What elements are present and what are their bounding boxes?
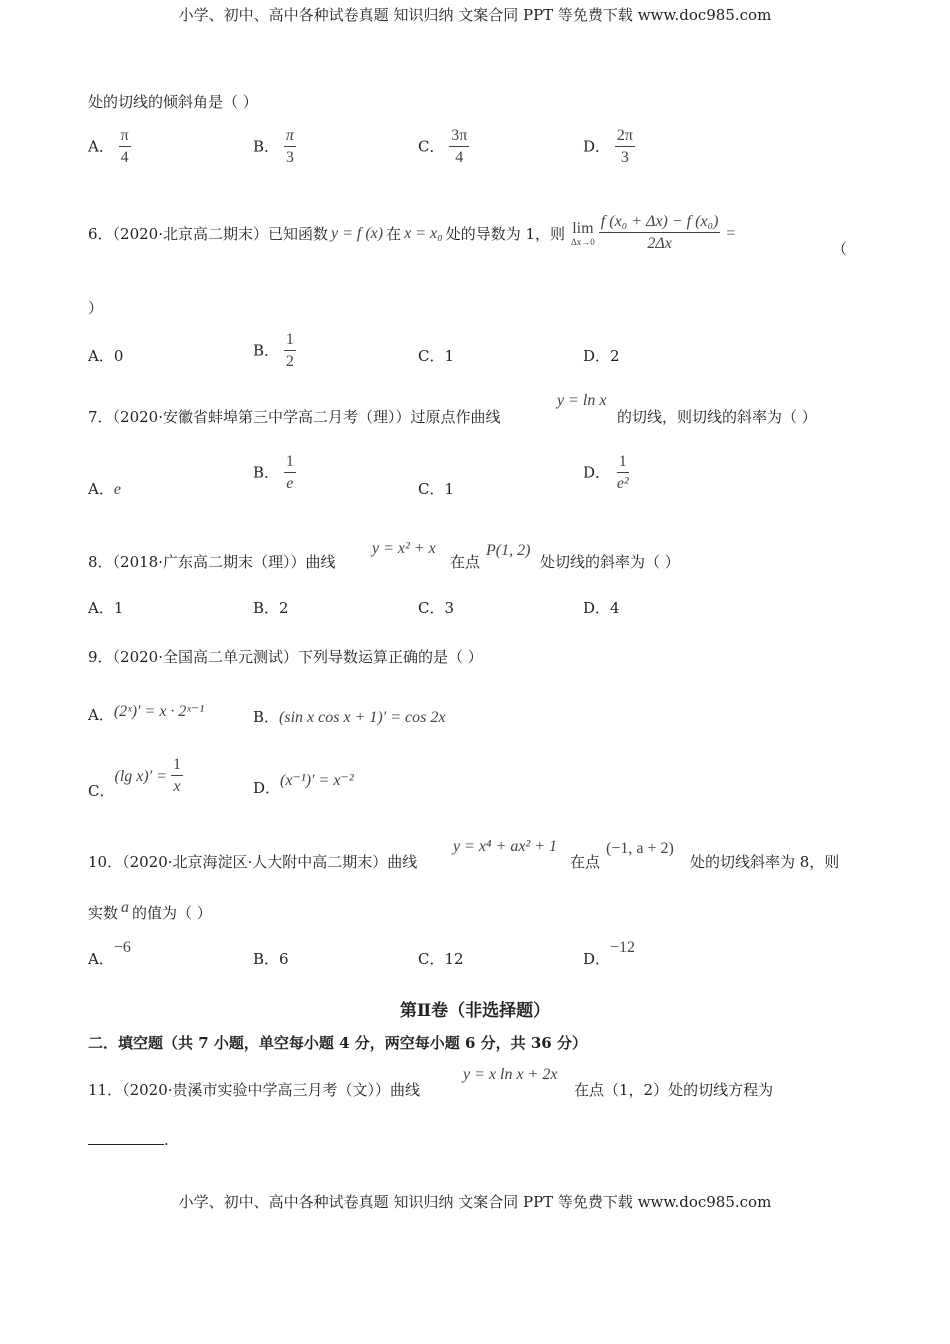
q8-stem-mid: 在点 [450, 553, 481, 571]
q6-paren-close: ） [88, 299, 104, 317]
q5-option-d[interactable] [583, 126, 635, 169]
fraction: $\frac{\pi}{3}$ [285, 127, 294, 166]
q7-option-a[interactable]: A．e [88, 480, 121, 498]
q8-point-expr: P(1, 2) [486, 542, 531, 559]
q10-option-c[interactable]: C．12 [418, 950, 464, 968]
q7-option-d[interactable]: D． $\frac{1}{\text{e²}}$ [583, 452, 631, 495]
q10-stem-suffix: 处的切线斜率为 8，则 [690, 853, 840, 871]
q8-option-d[interactable]: D．4 [583, 599, 620, 617]
q11-curve-expr: y = x ln x + 2x [463, 1066, 558, 1083]
q11-answer-blank[interactable]: . [88, 1130, 169, 1149]
part2-title: 第Ⅱ卷（非选择题） [399, 1001, 551, 1021]
q7-stem-suffix: 的切线，则切线的斜率为（ ） [617, 408, 817, 426]
option-label: D． [583, 137, 611, 156]
q5-stem: 处的切线的倾斜角是（ ） [88, 93, 258, 111]
fraction: $\frac{1}{\text{e²}}$ [616, 453, 629, 492]
q7-curve-expr: y = ln x [557, 392, 607, 409]
fraction: $\frac{2\pi}{3}$ [616, 127, 633, 166]
q5-option-a[interactable] [88, 126, 131, 169]
q10-curve-expr: y = x⁴ + ax² + 1 [453, 838, 558, 855]
q8-stem: 8．（2018·广东高二期末（理））曲线 [88, 553, 336, 571]
q10-point-expr: (−1, a + 2) [606, 840, 674, 857]
q6-paren-open: （ [832, 240, 848, 258]
q6-option-c[interactable]: C．1 [418, 347, 455, 365]
q9-option-c[interactable]: C． (lg x)′ = $\frac{1}{x}$ [88, 756, 181, 800]
q6-stem: 6．（2020·北京高二期末）已知函数 y = f (x) 在 x = x₀ 处的导数为 1，则 lim Δx→0 $\frac{\text{f (x₀ + Δx) − f (x₀)}}{2\Delta x}$ = [88, 212, 735, 255]
q10-option-b[interactable]: B．6 [253, 950, 289, 968]
q11-stem: 11．（2020·贵溪市实验中学高三月考（文））曲线 [88, 1081, 421, 1099]
q10-option-d[interactable]: D．−12 [583, 939, 636, 968]
q7-option-b[interactable]: B． $\frac{1}{e}$ [253, 452, 296, 495]
q8-option-b[interactable]: B．2 [253, 599, 289, 617]
point-expr: x = x₀ [404, 224, 443, 242]
q10-stem-mid: 在点 [570, 853, 601, 871]
answer-blank-line [88, 1130, 164, 1145]
q10-option-a[interactable]: A．−6 [88, 939, 131, 968]
q5-option-c[interactable] [418, 126, 469, 169]
fraction: $\frac{3\pi}{4}$ [451, 127, 468, 166]
q6-option-a[interactable]: A．0 [88, 347, 124, 365]
q8-option-c[interactable]: C．3 [418, 599, 455, 617]
q7-option-c[interactable]: C．1 [418, 480, 455, 498]
limit-expr: lim Δx→0 $\frac{\text{f (x₀ + Δx) − f (x₀)}}{2\Delta x}$ = [571, 213, 736, 252]
fraction: $\frac{1}{x}$ [172, 756, 181, 795]
q10-stem: 10．（2020·北京海淀区·人大附中高二期末）曲线 [88, 853, 418, 871]
q8-curve-expr: y = x² + x [372, 540, 436, 557]
page-footer: 小学、初中、高中各种试卷真题 知识归纳 文案合同 PPT 等免费下载 www.doc985.com [178, 1193, 772, 1211]
q6-option-b[interactable]: B． $\frac{1}{2}$ [253, 330, 296, 373]
section-heading: 二．填空题（共 7 小题，单空每小题 4 分，两空每小题 6 分，共 36 分） [88, 1034, 587, 1052]
q8-option-a[interactable]: A．1 [88, 599, 124, 617]
q8-stem-suffix: 处切线的斜率为（ ） [540, 553, 680, 571]
q7-stem: 7．（2020·安徽省蚌埠第三中学高二月考（理））过原点作曲线 [88, 408, 501, 426]
q10-stem-line2: 实数 a 的值为（ ） [88, 899, 212, 922]
function-expr: y = f (x) [331, 224, 384, 242]
q6-option-d[interactable]: D．2 [583, 347, 620, 365]
q5-option-b[interactable] [253, 126, 296, 169]
q9-option-a[interactable]: A．(2ˣ)′ = x · 2ˣ⁻¹ [88, 703, 205, 724]
q9-option-d[interactable]: D．(x⁻¹)′ = x⁻² [253, 772, 354, 797]
fraction: $\frac{1}{2}$ [285, 331, 294, 370]
q9-stem: 9．（2020·全国高二单元测试）下列导数运算正确的是（ ） [88, 648, 483, 666]
option-label: B． [253, 137, 280, 156]
page-header: 小学、初中、高中各种试卷真题 知识归纳 文案合同 PPT 等免费下载 www.doc985.com [178, 6, 772, 24]
option-label: C． [418, 137, 445, 156]
fraction: $\frac{\pi}{4}$ [120, 127, 129, 166]
q9-option-b[interactable]: B．(sin x cos x + 1)′ = cos 2x [253, 708, 446, 726]
option-label: A． [88, 137, 114, 156]
q11-stem-suffix: 在点（1，2）处的切线方程为 [574, 1081, 774, 1099]
fraction: $\frac{1}{e}$ [285, 453, 294, 492]
